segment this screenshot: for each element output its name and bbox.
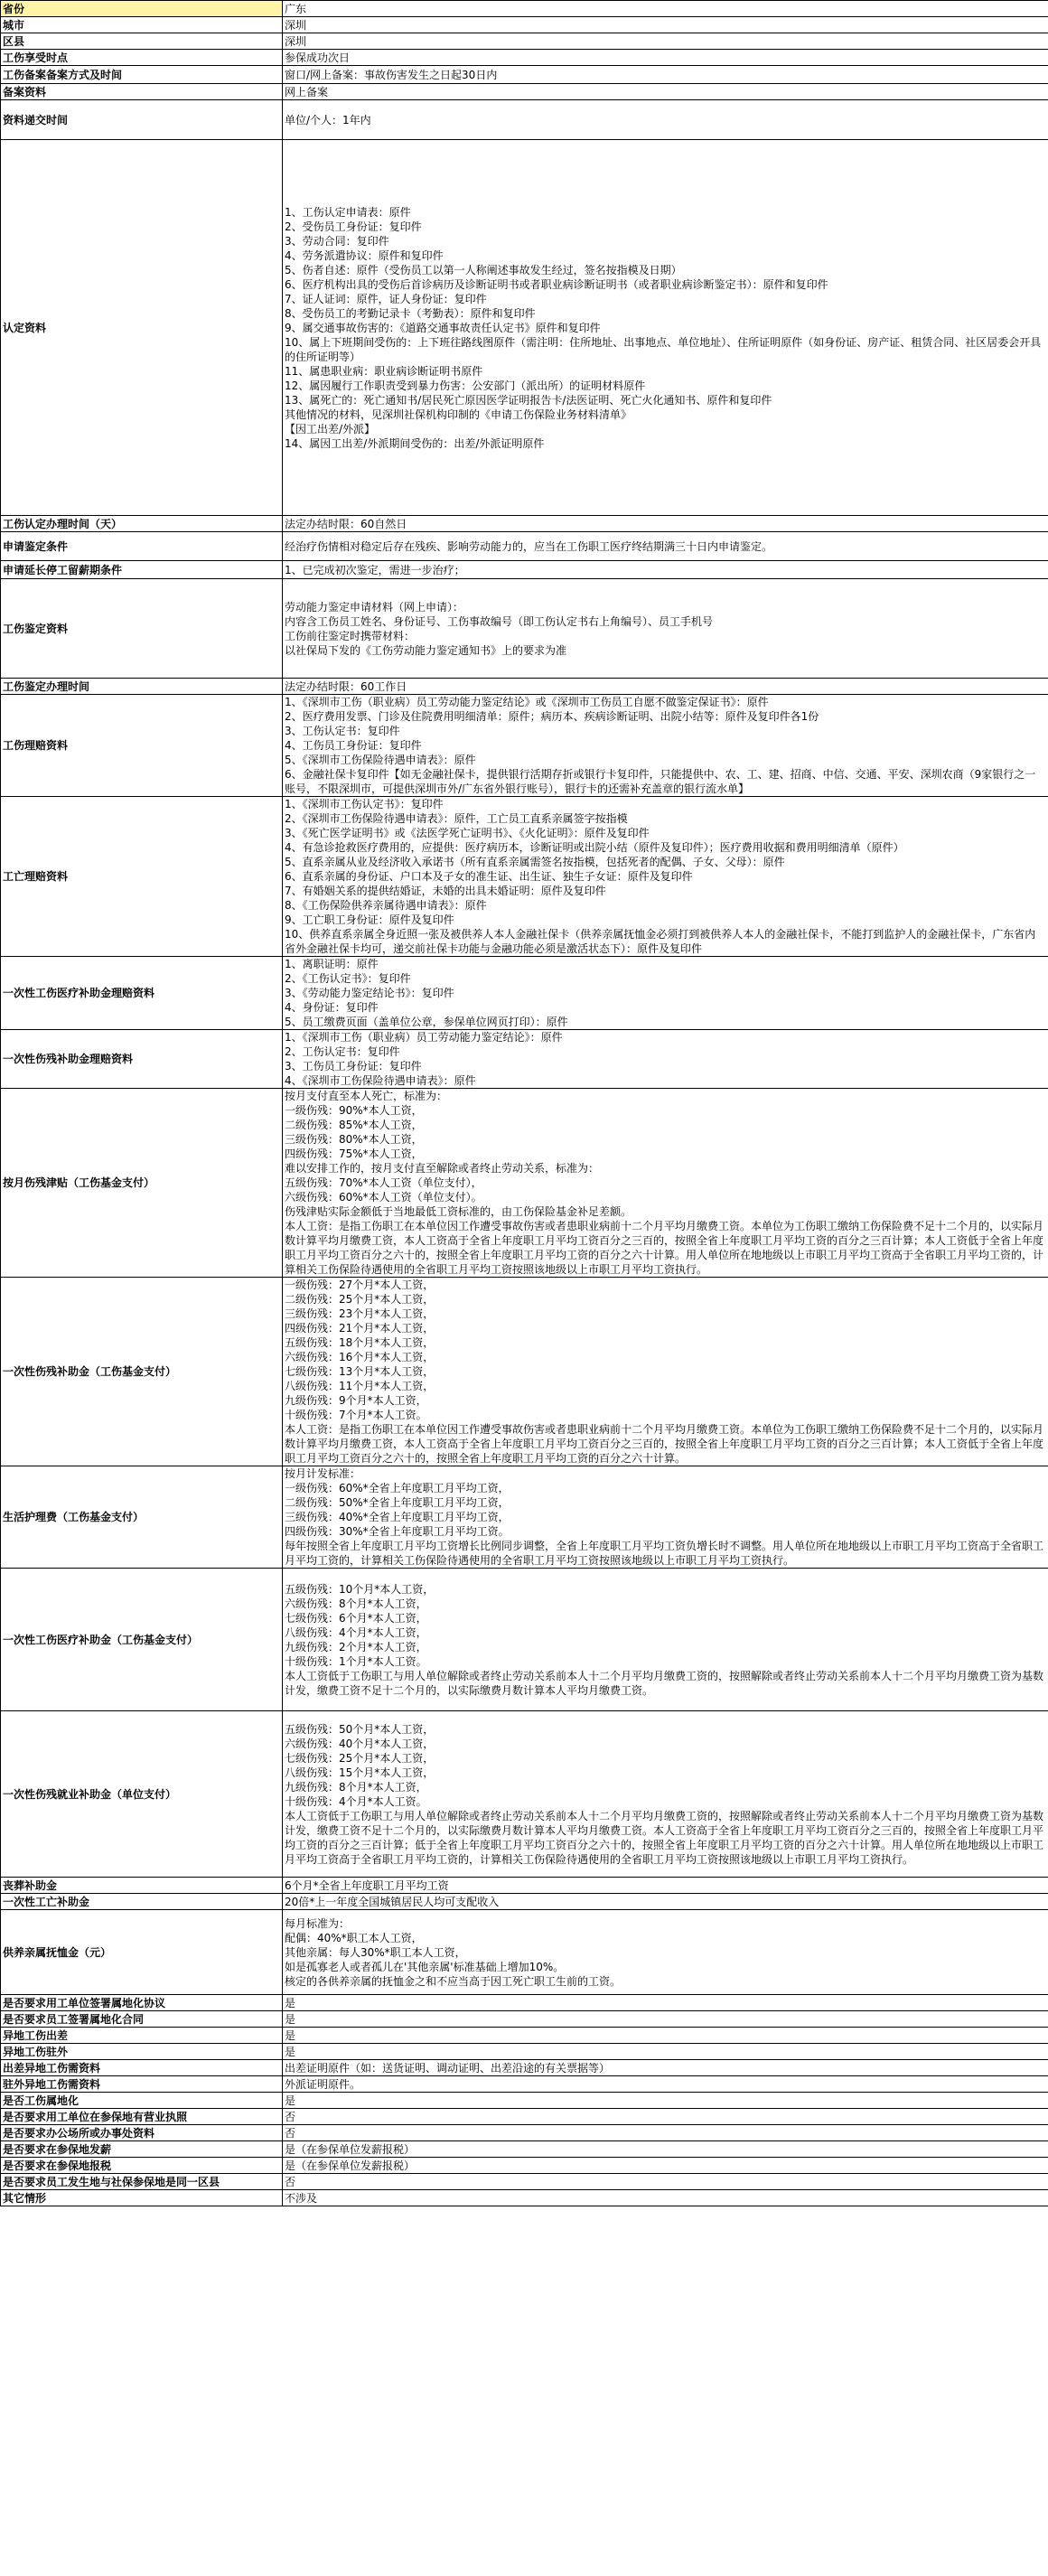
row-label: 一次性工亡补助金 bbox=[1, 1894, 283, 1910]
row-label: 认定资料 bbox=[1, 140, 283, 516]
row-label: 一次性工伤医疗补助金（工伤基金支付） bbox=[1, 1569, 283, 1711]
table-row bbox=[1, 84, 1048, 100]
table-row bbox=[1, 1878, 1048, 1894]
table-row bbox=[1, 561, 1048, 579]
row-value: 否 bbox=[283, 2125, 1048, 2141]
row-label: 驻外异地工伤需资料 bbox=[1, 2076, 283, 2093]
row-label: 工伤备案备案方式及时间 bbox=[1, 66, 283, 84]
table-row bbox=[1, 2174, 1048, 2190]
row-value: 是（在参保单位发薪报税） bbox=[283, 2141, 1048, 2158]
row-value: 一级伤残：27个月*本人工资， 二级伤残：25个月*本人工资， 三级伤残：23个月*本人工资， 四级伤残：21个月*本人工资， 五级伤残：18个月*本人工资， 六级伤残：16个月*本人工资， 七级伤残：13个月*本人工资， 八级伤残：11个月*本人工资， 九级伤残：9个月*本人工资， 十级伤残：7个月*本人工资。 本人工资：是指工伤职工在本单位因工作遭受事故伤害或者患职业病前十二个月平均月缴费工资。本单位为工伤职工缴纳工伤保险费不足十二个月的，以实际月数计算平均月缴费工资，本人工资高于全省上年度职工月平均工资百分之三百的，按照全省上年度职工月平均工资的百分之三百计算；本人工资低于全省上年度职工月平均工资百分之六十的，按照全省上年度职工月平均工资的百分之六十计算。 bbox=[283, 1278, 1048, 1466]
row-value: 1、离职证明：原件 2、《工伤认定书》：复印件 3、《劳动能力鉴定结论书》：复印件 4、身份证：复印件 5、员工缴费页面（盖单位公章，参保单位网页打印）：原件 bbox=[283, 957, 1048, 1030]
table-row bbox=[1, 1089, 1048, 1278]
table-row bbox=[1, 516, 1048, 532]
table-row bbox=[1, 1466, 1048, 1569]
table-row bbox=[1, 532, 1048, 561]
row-value: 否 bbox=[283, 2109, 1048, 2125]
row-value: 法定办结时限：60工作日 bbox=[283, 679, 1048, 695]
row-label: 工伤鉴定资料 bbox=[1, 579, 283, 679]
row-label: 工伤享受时点 bbox=[1, 50, 283, 66]
row-value: 参保成功次日 bbox=[283, 50, 1048, 66]
row-label: 申请鉴定条件 bbox=[1, 532, 283, 561]
row-value: 法定办结时限：60自然日 bbox=[283, 516, 1048, 532]
row-label: 是否工伤属地化 bbox=[1, 2093, 283, 2109]
row-label: 丧葬补助金 bbox=[1, 1878, 283, 1894]
row-value: 广东 bbox=[283, 1, 1048, 17]
row-label: 一次性伤残补助金（工伤基金支付） bbox=[1, 1278, 283, 1466]
row-value: 是（在参保单位发薪报税） bbox=[283, 2158, 1048, 2174]
row-value: 20倍*上一年度全国城镇居民人均可支配收入 bbox=[283, 1894, 1048, 1910]
row-label: 是否要求员工签署属地化合同 bbox=[1, 2011, 283, 2028]
table-row bbox=[1, 1894, 1048, 1910]
row-value: 五级伤残：50个月*本人工资， 六级伤残：40个月*本人工资， 七级伤残：25个月*本人工资， 八级伤残：15个月*本人工资， 九级伤残：8个月*本人工资， 十级伤残：4个月*本人工资。 本人工资低于工伤职工与用人单位解除或者终止劳动关系前本人十二个月平均月缴费工资的，按照解除或者终止劳动关系前本人十二个月平均月缴费工资为基数计发，缴费工资不足十二个月的，以实际缴费月数计算本人平均月缴费工资。本人工资高于全省上年度职工月平均工资百分之三百的，按照全省上年度职工月平均工资的百分之三百计算；低于全省上年度职工月平均工资百分之六十的，按照全省上年度职工月平均工资的百分之六十计算。用人单位所在地地级以上市职工月平均工资高于全省职工月平均工资的，计算相关工伤保险待遇使用的全省职工月平均工资按照该地级以上市职工月平均工资执行。 bbox=[283, 1711, 1048, 1878]
row-value: 网上备案 bbox=[283, 84, 1048, 100]
row-label: 其它情形 bbox=[1, 2190, 283, 2206]
row-value: 深圳 bbox=[283, 33, 1048, 50]
row-label: 是否要求用工单位在参保地有营业执照 bbox=[1, 2109, 283, 2125]
table-row bbox=[1, 797, 1048, 957]
table-row bbox=[1, 2141, 1048, 2158]
row-value: 1、《深圳市工伤认定书》：复印件 2、《深圳市工伤保险待遇申请表》：原件，工亡员工直系亲属签字按指模 3、《死亡医学证明书》或《法医学死亡证明书》、《火化证明》：原件及复印件 4、有急诊抢救医疗费用的，应提供：医疗病历本，诊断证明或出院小结（原件及复印件）；医疗费用收据和费用明细清单（原件） 5、直系亲属从业及经济收入承诺书（所有直系亲属需签名按指模，包括死者的配偶、子女、父母）：原件 6、直系亲属的身份证、户口本及子女的准生证、出生证、独生子女证：原件及复印件 7、有婚姻关系的提供结婚证，未婚的出具未婚证明：原件及复印件 8、《工伤保险供养亲属待遇申请表》：原件 9、工亡职工身份证：原件及复印件 10、供养直系亲属全身近照一张及被供养人本人金融社保卡（供养亲属抚恤金必须打到被供养人本人的金融社保卡，不能打到监护人的金融社保卡，广东省内省外金融社保卡均可，递交前社保卡功能与金融功能必须是激活状态下）：原件及复印件 bbox=[283, 797, 1048, 957]
row-value: 1、《深圳市工伤（职业病）员工劳动能力鉴定结论》或《深圳市工伤员工自愿不做鉴定保证书》：原件 2、医疗费用发票、门诊及住院费用明细清单：原件；病历本、疾病诊断证明、出院小结等：原件及复印件各1份 3、工伤认定书：复印件 4、工伤员工身份证：复印件 5、《深圳市工伤保险待遇申请表》：原件 6、金融社保卡复印件【如无金融社保卡，提供银行活期存折或银行卡复印件，只能提供中、农、工、建、招商、中信、交通、平安、深圳农商（9家银行之一账号，不限深圳市，可提供深圳市外/广东省外银行账号），银行卡的还需补充盖章的银行流水单】 bbox=[283, 695, 1048, 797]
table-row bbox=[1, 2076, 1048, 2093]
row-label: 是否要求办公场所或办事处资料 bbox=[1, 2125, 283, 2141]
row-value: 1、《深圳市工伤（职业病）员工劳动能力鉴定结论》：原件 2、工伤认定书：复印件 3、工伤员工身份证：复印件 4、《深圳市工伤保险待遇申请表》：原件 bbox=[283, 1030, 1048, 1089]
row-label: 一次性伤残补助金理赔资料 bbox=[1, 1030, 283, 1089]
table-row bbox=[1, 140, 1048, 516]
table-row bbox=[1, 1030, 1048, 1089]
row-value: 1、工伤认定申请表：原件 2、受伤员工身份证：复印件 3、劳动合同：复印件 4、劳务派遣协议：原件和复印件 5、伤者自述：原件（受伤员工以第一人称阐述事故发生经过，签名按指模及日期） 6、医疗机构出具的受伤后首诊病历及诊断证明书或者职业病诊断证明书（或者职业病诊断鉴定书）：原件和复印件 7、证人证词：原件，证人身份证：复印件 8、受伤员工的考勤记录卡（考勤表）：原件和复印件 9、属交通事故伤害的：《道路交通事故责任认定书》原件和复印件 10、属上下班期间受伤的：上下班往路线图原件（需注明：住所地址、出事地点、单位地址）、住所证明原件（如身份证、房产证、租赁合同、社区居委会开具的住所证明等） 11、属患职业病：职业病诊断证明书原件 12、属因履行工作职责受到暴力伤害：公安部门（派出所）的证明材料原件 13、属死亡的：死亡通知书/居民死亡原因医学证明报告卡/法医证明、死亡火化通知书、原件和复印件 其他情况的材料，见深圳社保机构印制的《申请工伤保险业务材料清单》 【因工出差/外派】 14、属因工出差/外派期间受伤的：出差/外派证明原件 bbox=[283, 140, 1048, 516]
row-value: 6个月*全省上年度职工月平均工资 bbox=[283, 1878, 1048, 1894]
table-row bbox=[1, 679, 1048, 695]
row-label: 区县 bbox=[1, 33, 283, 50]
table-row bbox=[1, 66, 1048, 84]
table-row bbox=[1, 17, 1048, 33]
row-value: 1、已完成初次鉴定，需进一步治疗； bbox=[283, 561, 1048, 579]
row-value: 是 bbox=[283, 2011, 1048, 2028]
table-row bbox=[1, 2044, 1048, 2060]
table-row bbox=[1, 2158, 1048, 2174]
table-row bbox=[1, 1995, 1048, 2011]
table-row bbox=[1, 1569, 1048, 1711]
table-row bbox=[1, 957, 1048, 1030]
row-label: 申请延长停工留薪期条件 bbox=[1, 561, 283, 579]
table-row bbox=[1, 2028, 1048, 2044]
row-value: 否 bbox=[283, 2174, 1048, 2190]
table-row bbox=[1, 1278, 1048, 1466]
table-row bbox=[1, 579, 1048, 679]
table-row bbox=[1, 2125, 1048, 2141]
table-row bbox=[1, 2093, 1048, 2109]
row-label: 省份 bbox=[1, 1, 283, 17]
row-value: 出差证明原件（如：送货证明、调动证明、出差沿途的有关票据等） bbox=[283, 2060, 1048, 2076]
table-row bbox=[1, 1910, 1048, 1995]
row-value: 每月标准为： 配偶：40%*职工本人工资， 其他亲属：每人30%*职工本人工资， 如是孤寡老人或者孤儿在'其他亲属'标准基础上增加10%。 核定的各供养亲属的抚恤金之和不应当高于因工死亡职工生前的工资。 bbox=[283, 1910, 1048, 1995]
table-row bbox=[1, 33, 1048, 50]
row-value: 深圳 bbox=[283, 17, 1048, 33]
row-value: 按月计发标准： 一级伤残：60%*全省上年度职工月平均工资， 二级伤残：50%*全省上年度职工月平均工资， 三级伤残：40%*全省上年度职工月平均工资， 四级伤残：30%*全省上年度职工月平均工资。 每年按照全省上年度职工月平均工资增长比例同步调整，全省上年度职工月平均工资负增长时不调整。用人单位所在地地级以上市职工月平均工资高于全省职工月平均工资的，计算相关工伤保险待遇使用的全省职工月平均工资按照该地级以上市职工月平均工资执行。 bbox=[283, 1466, 1048, 1569]
table-row bbox=[1, 50, 1048, 66]
row-value: 是 bbox=[283, 2044, 1048, 2060]
table-row bbox=[1, 2060, 1048, 2076]
table-row bbox=[1, 2011, 1048, 2028]
row-label: 一次性伤残就业补助金（单位支付） bbox=[1, 1711, 283, 1878]
row-label: 工伤认定办理时间（天） bbox=[1, 516, 283, 532]
row-value: 五级伤残：10个月*本人工资， 六级伤残：8个月*本人工资， 七级伤残：6个月*本人工资， 八级伤残：4个月*本人工资， 九级伤残：2个月*本人工资， 十级伤残：1个月*本人工资。 本人工资低于工伤职工与用人单位解除或者终止劳动关系前本人十二个月平均月缴费工资的，按照解除或者终止劳动关系前本人十二个月平均月缴费工资为基数计发，缴费工资不足十二个月的，以实际缴费月数计算本人平均月缴费工资。 bbox=[283, 1569, 1048, 1711]
row-label: 是否要求员工发生地与社保参保地是同一区县 bbox=[1, 2174, 283, 2190]
row-value: 劳动能力鉴定申请材料（网上申请）： 内容含工伤员工姓名、身份证号、工伤事故编号（即工伤认定书右上角编号）、员工手机号 工伤前往鉴定时携带材料： 以社保局下发的《工伤劳动能力鉴定通知书》上的要求为准 bbox=[283, 579, 1048, 679]
row-label: 工伤理赔资料 bbox=[1, 695, 283, 797]
row-value: 外派证明原件。 bbox=[283, 2076, 1048, 2093]
row-value: 不涉及 bbox=[283, 2190, 1048, 2206]
row-label: 是否要求在参保地报税 bbox=[1, 2158, 283, 2174]
row-value: 窗口/网上备案：事故伤害发生之日起30日内 bbox=[283, 66, 1048, 84]
table-body bbox=[1, 1, 1048, 2206]
row-label: 出差异地工伤需资料 bbox=[1, 2060, 283, 2076]
row-label: 工伤鉴定办理时间 bbox=[1, 679, 283, 695]
row-label: 生活护理费（工伤基金支付） bbox=[1, 1466, 283, 1569]
row-label: 备案资料 bbox=[1, 84, 283, 100]
table-row bbox=[1, 2109, 1048, 2125]
table-row bbox=[1, 695, 1048, 797]
row-label: 城市 bbox=[1, 17, 283, 33]
row-label: 工亡理赔资料 bbox=[1, 797, 283, 957]
row-label: 异地工伤驻外 bbox=[1, 2044, 283, 2060]
row-value: 单位/个人：1年内 bbox=[283, 100, 1048, 140]
table-row bbox=[1, 100, 1048, 140]
row-label: 是否要求在参保地发薪 bbox=[1, 2141, 283, 2158]
row-value: 是 bbox=[283, 2028, 1048, 2044]
row-label: 按月伤残津贴（工伤基金支付） bbox=[1, 1089, 283, 1278]
row-label: 供养亲属抚恤金（元） bbox=[1, 1910, 283, 1995]
row-label: 一次性工伤医疗补助金理赔资料 bbox=[1, 957, 283, 1030]
row-label: 资料递交时间 bbox=[1, 100, 283, 140]
table-row bbox=[1, 2190, 1048, 2206]
row-value: 是 bbox=[283, 2093, 1048, 2109]
row-label: 异地工伤出差 bbox=[1, 2028, 283, 2044]
table-row bbox=[1, 1711, 1048, 1878]
row-label: 是否要求用工单位签署属地化协议 bbox=[1, 1995, 283, 2011]
row-value: 是 bbox=[283, 1995, 1048, 2011]
table-row bbox=[1, 1, 1048, 17]
row-value: 经治疗伤情相对稳定后存在残疾、影响劳动能力的，应当在工伤职工医疗终结期满三十日内申请鉴定。 bbox=[283, 532, 1048, 561]
row-value: 按月支付直至本人死亡，标准为： 一级伤残：90%*本人工资， 二级伤残：85%*本人工资， 三级伤残：80%*本人工资， 四级伤残：75%*本人工资， 难以安排工作的，按月支付直至解除或者终止劳动关系，标准为： 五级伤残：70%*本人工资（单位支付）， 六级伤残：60%*本人工资（单位支付）。 伤残津贴实际金额低于当地最低工资标准的，由工伤保险基金补足差额。 本人工资：是指工伤职工在本单位因工作遭受事故伤害或者患职业病前十二个月平均月缴费工资。本单位为工伤职工缴纳工伤保险费不足十二个月的，以实际月数计算平均月缴费工资，本人工资高于全省上年度职工月平均工资百分之三百的，按照全省上年度职工月平均工资的百分之三百计算；本人工资低于全省上年度职工月平均工资百分之六十的，按照全省上年度职工月平均工资的百分之六十计算。用人单位所在地地级以上市职工月平均工资高于全省职工月平均工资的，计算相关工伤保险待遇使用的全省职工月平均工资按照该地级以上市职工月平均工资执行。 bbox=[283, 1089, 1048, 1278]
